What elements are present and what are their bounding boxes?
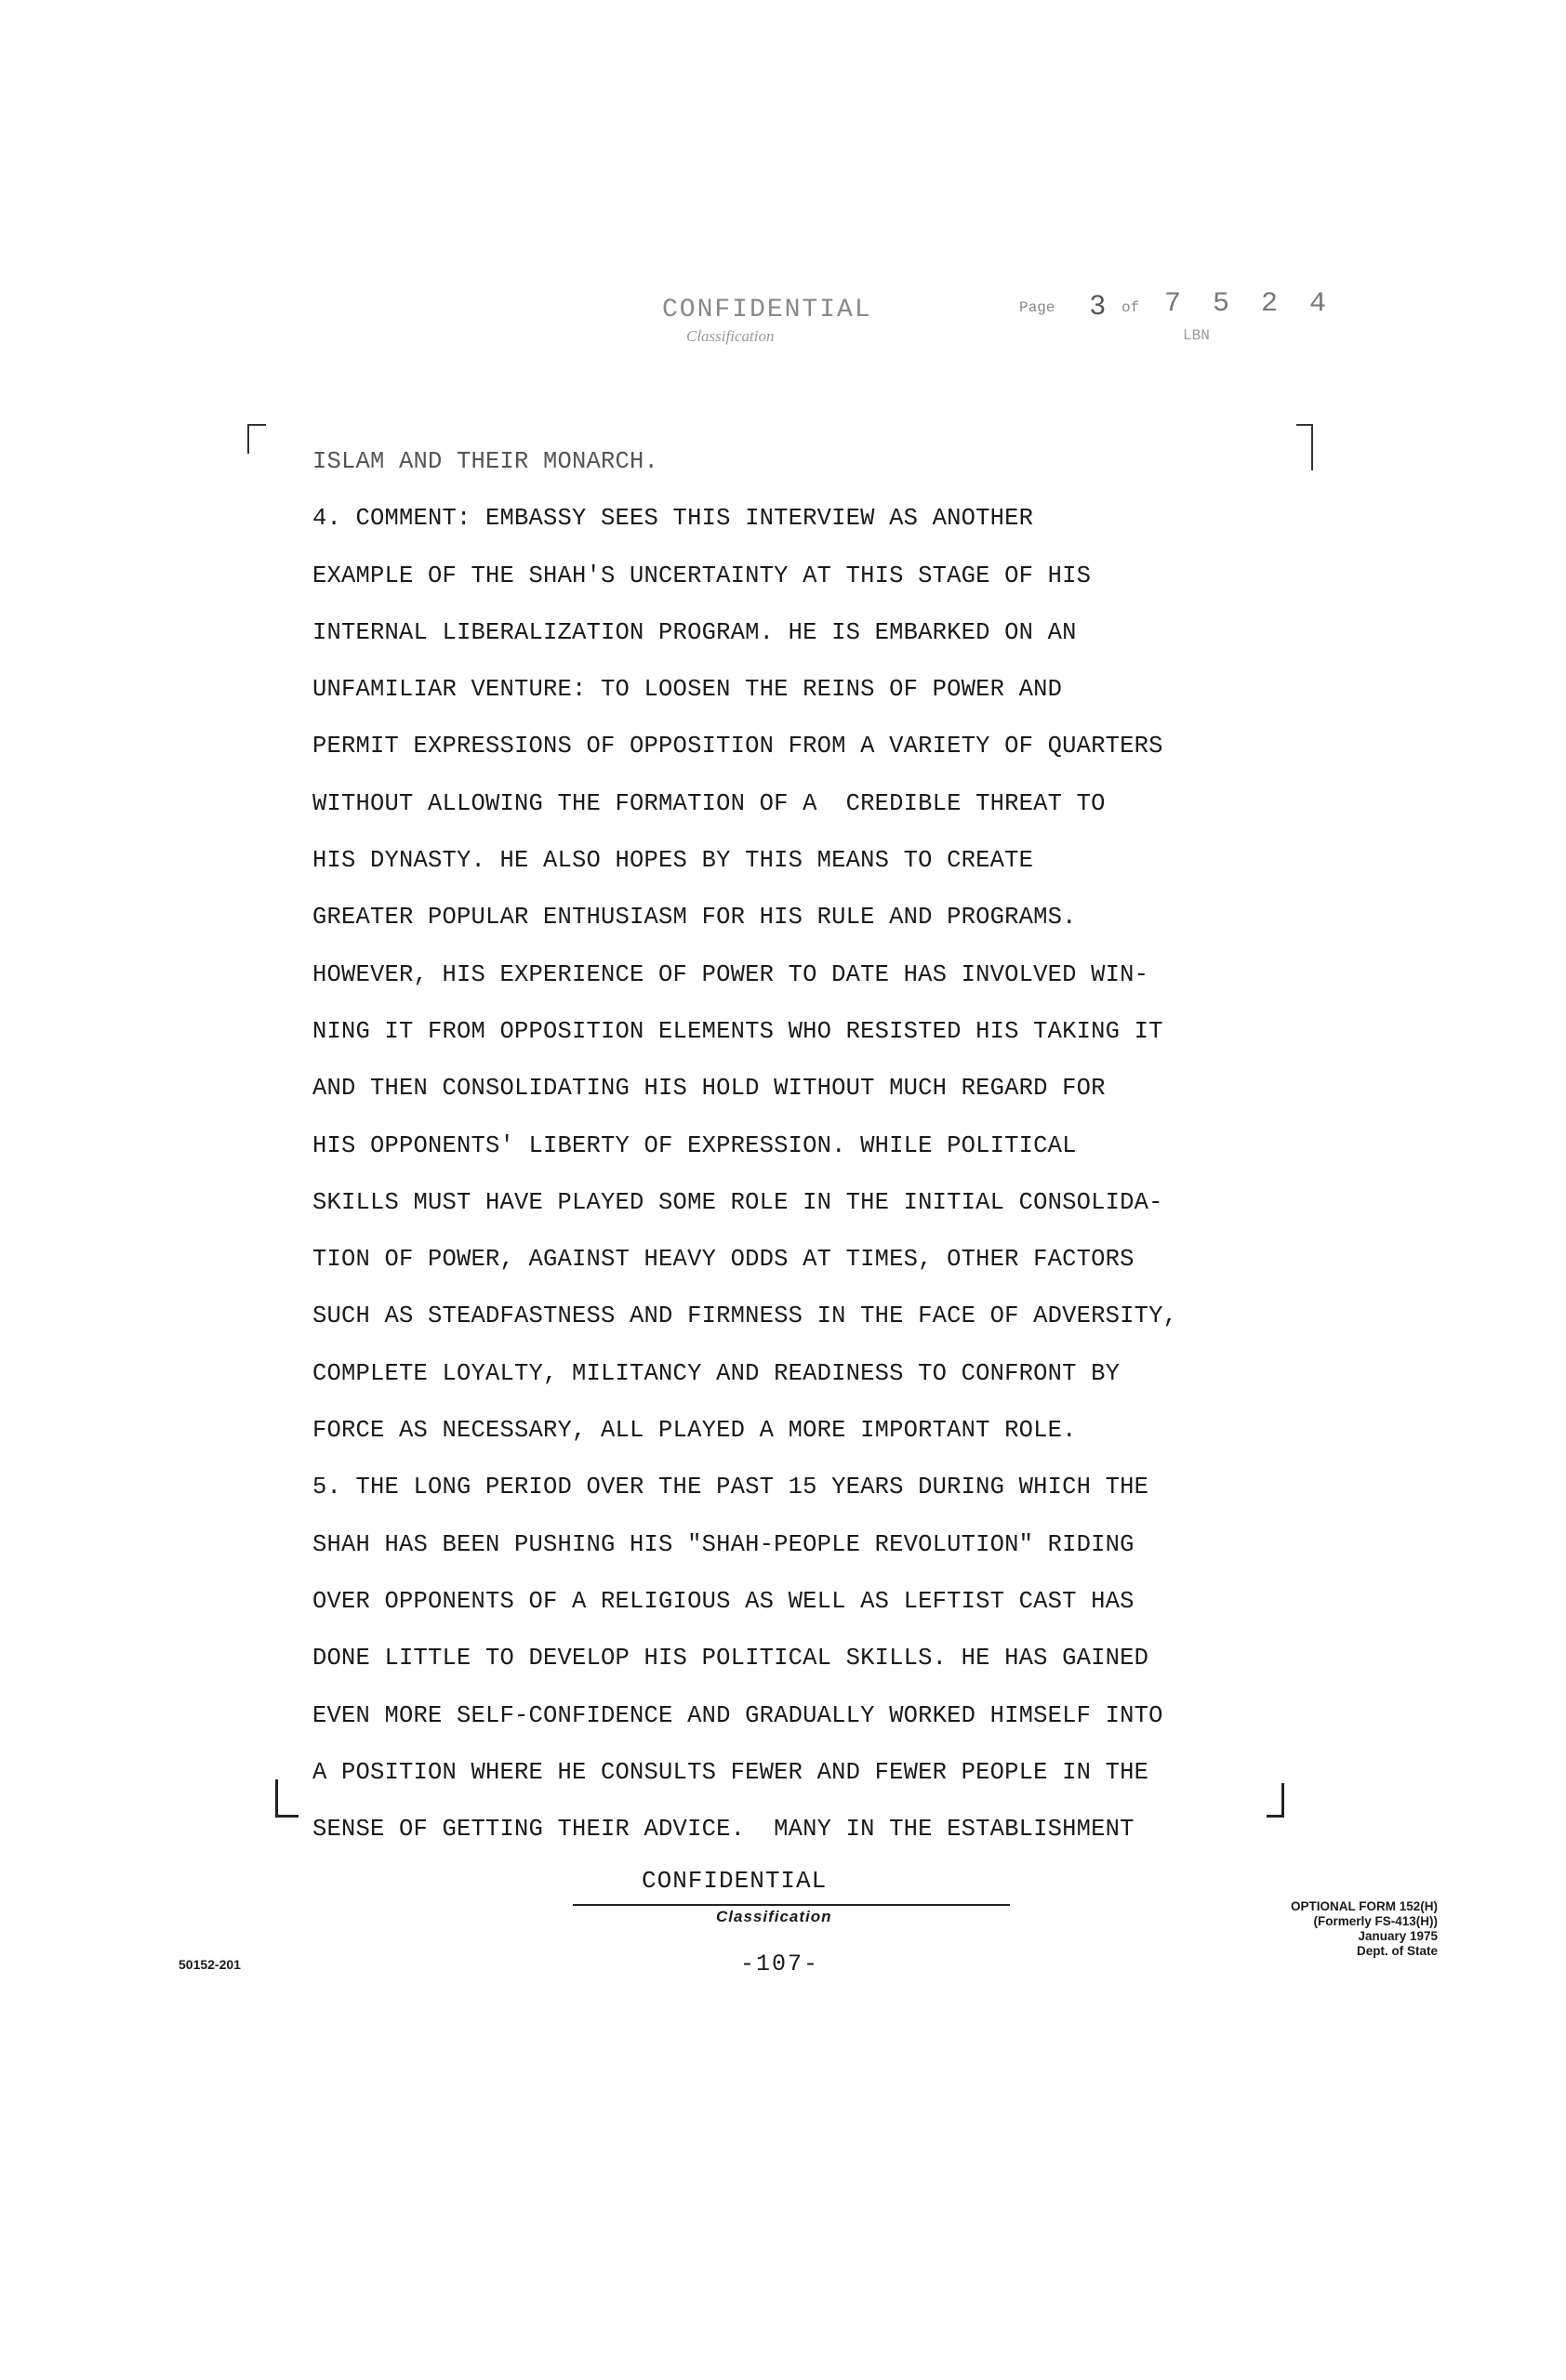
header-reference: LBN [1183, 327, 1210, 344]
body-line: SENSE OF GETTING THEIR ADVICE. MANY IN THE ESTABLISHMENT [312, 1816, 1135, 1844]
form-line: OPTIONAL FORM 152(H) [1290, 1899, 1438, 1913]
header-classification-label: Classification [686, 327, 775, 345]
body-line: FORCE AS NECESSARY, ALL PLAYED A MORE IMPORTANT ROLE. [312, 1417, 1077, 1445]
footer-classification-label: Classification [716, 1908, 832, 1925]
header-page-label: Page [1019, 299, 1055, 316]
header-handwritten-marks: 7 5 2 4 [1164, 288, 1334, 320]
body-line: OVER OPPONENTS OF A RELIGIOUS AS WELL AS LEFTIST CAST HAS [312, 1587, 1135, 1615]
body-line: GREATER POPULAR ENTHUSIASM FOR HIS RULE AND PROGRAMS. [312, 904, 1077, 932]
body-line: A POSITION WHERE HE CONSULTS FEWER AND FEWER PEOPLE IN THE [312, 1758, 1149, 1786]
text-bracket-top-left [247, 424, 266, 454]
form-line: Dept. of State [1356, 1944, 1438, 1958]
header-page-number: 3 [1090, 290, 1106, 321]
footer-rule [573, 1904, 1010, 1906]
body-line: SUCH AS STEADFASTNESS AND FIRMNESS IN THE FACE OF ADVERSITY, [312, 1302, 1178, 1330]
body-line: SKILLS MUST HAVE PLAYED SOME ROLE IN THE INITIAL CONSOLIDA- [312, 1188, 1163, 1216]
form-line: January 1975 [1358, 1929, 1438, 1943]
body-line: ISLAM AND THEIR MONARCH. [312, 448, 659, 475]
body-line: HIS DYNASTY. HE ALSO HOPES BY THIS MEANS TO CREATE [312, 847, 1034, 875]
footer-page-number: -107- [740, 1950, 820, 1977]
body-line: NING IT FROM OPPOSITION ELEMENTS WHO RESISTED HIS TAKING IT [312, 1017, 1163, 1045]
body-line: EXAMPLE OF THE SHAH'S UNCERTAINTY AT THIS STAGE OF HIS [312, 562, 1092, 589]
header-classification-stamp: CONFIDENTIAL [662, 296, 872, 324]
body-line: EVEN MORE SELF-CONFIDENCE AND GRADUALLY WORKED HIMSELF INTO [312, 1701, 1163, 1729]
header-of-label: of [1121, 299, 1140, 316]
body-line: HIS OPPONENTS' LIBERTY OF EXPRESSION. WHILE POLITICAL [312, 1131, 1077, 1159]
body-line: TION OF POWER, AGAINST HEAVY ODDS AT TIMES, OTHER FACTORS [312, 1246, 1135, 1274]
body-line: AND THEN CONSOLIDATING HIS HOLD WITHOUT MUCH REGARD FOR [312, 1075, 1106, 1103]
body-line: INTERNAL LIBERALIZATION PROGRAM. HE IS EMBARKED ON AN [312, 618, 1077, 646]
footer-classification: CONFIDENTIAL [642, 1867, 828, 1895]
body-line: HOWEVER, HIS EXPERIENCE OF POWER TO DATE HAS INVOLVED WIN- [312, 960, 1149, 988]
text-bracket-bottom-left [275, 1779, 299, 1818]
cable-body-text [312, 433, 1326, 1858]
body-line: UNFAMILIAR VENTURE: TO LOOSEN THE REINS OF POWER AND [312, 676, 1063, 704]
form-line: (Formerly FS-413(H)) [1313, 1914, 1438, 1928]
body-line: DONE LITTLE TO DEVELOP HIS POLITICAL SKILLS. HE HAS GAINED [312, 1645, 1149, 1673]
form-identifier-block [1187, 1899, 1438, 1959]
footer-stock-number: 50152-201 [179, 1957, 241, 1972]
body-line: 4. COMMENT: EMBASSY SEES THIS INTERVIEW AS ANOTHER [312, 505, 1034, 533]
body-line: PERMIT EXPRESSIONS OF OPPOSITION FROM A VARIETY OF QUARTERS [312, 733, 1163, 760]
body-line: 5. THE LONG PERIOD OVER THE PAST 15 YEARS DURING WHICH THE [312, 1474, 1149, 1501]
body-line: COMPLETE LOYALTY, MILITANCY AND READINESS TO CONFRONT BY [312, 1359, 1121, 1387]
body-line: SHAH HAS BEEN PUSHING HIS "SHAH-PEOPLE REVOLUTION" RIDING [312, 1530, 1135, 1558]
body-line: WITHOUT ALLOWING THE FORMATION OF A CREDIBLE THREAT TO [312, 789, 1106, 817]
